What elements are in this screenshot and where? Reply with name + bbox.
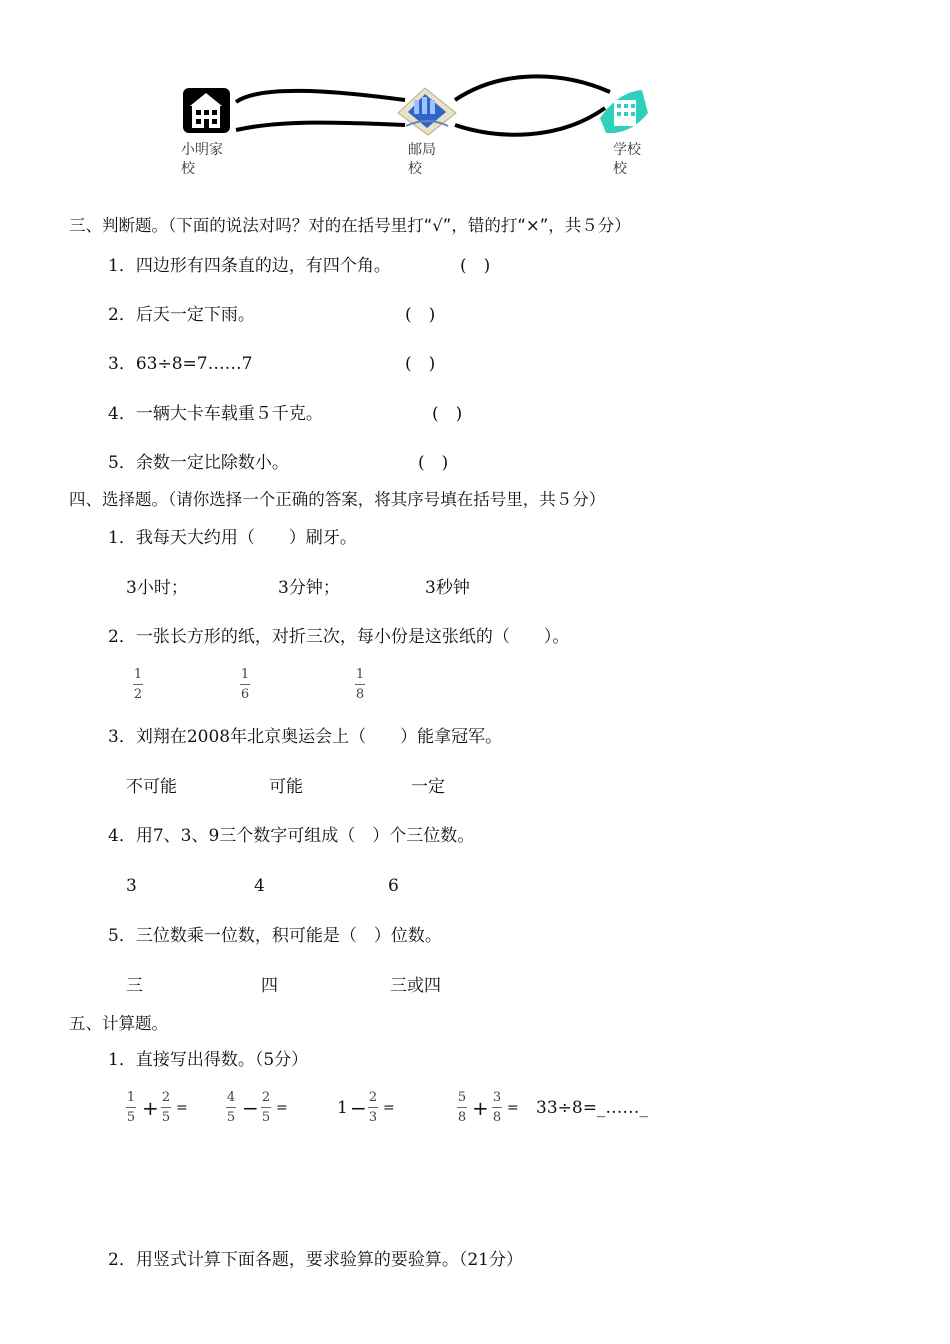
calc-expr4-fraction-b: 3 8 (492, 1090, 502, 1125)
post-office-icon (398, 88, 456, 135)
choice-q2-option-c[interactable]: 1 8 (355, 667, 365, 702)
judge-blank-1[interactable]: ( ) (460, 256, 491, 276)
calc-expr2-operator: − (242, 1096, 259, 1120)
route-home-to-postoffice-lower (236, 123, 405, 130)
choice-q5-option-b[interactable]: 四 (261, 976, 278, 996)
choice-q1-option-c[interactable]: 3秒钟 (425, 578, 470, 598)
calc-expr4-operator: + (472, 1096, 489, 1120)
choice-q2-option-b[interactable]: 1 6 (240, 667, 250, 702)
choice-q1: 1．我每天大约用（ ）刷牙。 (108, 528, 357, 548)
choice-q2-option-a[interactable]: 1 2 (133, 667, 143, 702)
calc-q1: 1．直接写出得数。（5分） (108, 1050, 309, 1070)
judge-item-5: 5．余数一定比除数小。 (108, 453, 289, 473)
choice-q3-option-b[interactable]: 可能 (269, 777, 303, 797)
route-map (0, 0, 950, 200)
route-postoffice-to-school-lower (455, 108, 605, 135)
choice-q3-option-a[interactable]: 不可能 (126, 777, 177, 797)
section5-title: 五、计算题。 (69, 1014, 168, 1033)
judge-item-3: 3．63÷8=7……7 (108, 354, 253, 374)
calc-expr3-fraction-b: 2 3 (368, 1090, 378, 1125)
choice-q3-option-c[interactable]: 一定 (411, 777, 445, 797)
judge-blank-2[interactable]: ( ) (405, 305, 436, 325)
judge-blank-5[interactable]: ( ) (418, 453, 449, 473)
calc-expr3-equals: = (383, 1100, 395, 1116)
home-sublabel: 校 (181, 161, 195, 177)
calc-q2: 2．用竖式计算下面各题，要求验算的要验算。（21分） (108, 1250, 523, 1270)
choice-q4-option-c[interactable]: 6 (388, 876, 399, 896)
section4-title: 四、选择题。（请你选择一个正确的答案，将其序号填在括号里，共５分） (69, 490, 606, 509)
judge-item-1: 1．四边形有四条直的边，有四个角。 (108, 256, 391, 276)
choice-q4: 4．用7、3、9三个数字可组成（ ）个三位数。 (108, 826, 475, 846)
calc-expr1-fraction-a: 1 5 (126, 1090, 136, 1125)
choice-q2: 2．一张长方形的纸，对折三次，每小份是这张纸的（ ）。 (108, 627, 570, 647)
house-icon (183, 88, 230, 133)
choice-q1-option-a[interactable]: 3小时； (126, 578, 188, 598)
calc-expr2-equals: = (276, 1100, 288, 1116)
choice-q3: 3．刘翔在2008年北京奥运会上（ ）能拿冠军。 (108, 727, 503, 747)
calc-expr3-lead: 1 (337, 1098, 348, 1118)
choice-q4-option-b[interactable]: 4 (254, 876, 265, 896)
judge-item-4: 4．一辆大卡车载重５千克。 (108, 404, 323, 424)
calc-expr2-fraction-b: 2 5 (261, 1090, 271, 1125)
post-office-label: 邮局 (408, 142, 436, 158)
calc-expr1-fraction-b: 2 5 (161, 1090, 171, 1125)
choice-q5: 5．三位数乘一位数，积可能是（ ）位数。 (108, 926, 442, 946)
school-sublabel: 校 (613, 161, 627, 177)
choice-q5-option-a[interactable]: 三 (126, 976, 143, 996)
calc-expr4-fraction-a: 5 8 (457, 1090, 467, 1125)
calc-expr1-equals: = (176, 1100, 188, 1116)
calc-expr3-operator: − (350, 1096, 367, 1120)
post-office-sublabel: 校 (408, 161, 422, 177)
calc-division: 33÷8=_……_ (536, 1098, 648, 1118)
calc-expr1-operator: + (142, 1096, 159, 1120)
route-postoffice-to-school-upper (455, 76, 610, 100)
judge-blank-3[interactable]: ( ) (405, 354, 436, 374)
school-label: 学校 (613, 142, 641, 158)
choice-q5-option-c[interactable]: 三或四 (390, 976, 441, 996)
section3-title: 三、判断题。（下面的说法对吗？对的在括号里打“√”，错的打“×”，共５分） (69, 216, 631, 235)
calc-expr2-fraction-a: 4 5 (226, 1090, 236, 1125)
choice-q1-option-b[interactable]: 3分钟； (278, 578, 340, 598)
choice-q4-option-a[interactable]: 3 (126, 876, 137, 896)
home-label: 小明家 (181, 142, 223, 158)
judge-item-2: 2．后天一定下雨。 (108, 305, 255, 325)
school-icon (600, 90, 648, 133)
judge-blank-4[interactable]: ( ) (432, 404, 463, 424)
route-home-to-postoffice-upper (236, 91, 405, 102)
calc-expr4-equals: = (507, 1100, 519, 1116)
